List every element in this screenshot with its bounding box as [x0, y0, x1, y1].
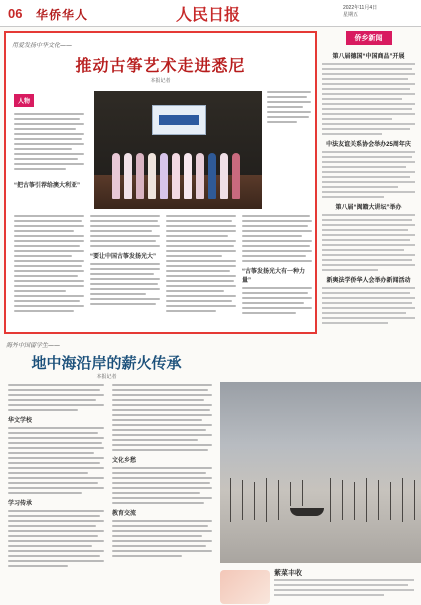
newspaper-logo: 人民日报 [176, 5, 241, 24]
performer-figure [196, 153, 204, 199]
farm-pole [302, 480, 303, 506]
feature-sidebar [14, 88, 87, 208]
feature-badge: 人物 [14, 94, 34, 107]
lower-article [4, 338, 421, 605]
blossom-illustration [220, 570, 270, 604]
lower-column-2 [112, 384, 212, 598]
performer-figure [148, 153, 156, 199]
feature-subhead-2: “要让中国古筝发扬光大” [90, 254, 157, 260]
brief-body-2 [322, 151, 415, 198]
farm-pole [354, 482, 355, 520]
feature-column-2 [90, 215, 160, 327]
issue-date: 2022年11月4日 [343, 5, 378, 11]
farm-pole [378, 480, 379, 520]
performer-figure [112, 153, 120, 199]
performer-figure [232, 153, 240, 199]
brief-title-3: 第八届“闽籍大讲坛”举办 [335, 205, 402, 211]
brief-body-4 [322, 287, 415, 324]
farm-pole [402, 478, 403, 522]
performance-photo [94, 91, 262, 209]
brief-body-1 [322, 63, 415, 135]
feature-body [14, 215, 311, 327]
feature-byline: 本报记者 [150, 78, 171, 84]
brief-badge: 侨乡新闻 [346, 31, 392, 45]
feature-column-4 [242, 215, 312, 327]
lower-byline: 本报记者 [96, 374, 117, 380]
news-brief-column [322, 31, 415, 376]
feature-article [4, 31, 317, 334]
feature-column-1 [14, 215, 84, 327]
brief-title-4: 新奥法学侨华人会举办新闻活动 [326, 278, 411, 284]
farm-pole [290, 482, 291, 506]
lower-subhead-2: 学习传承 [8, 501, 33, 507]
seaweed-farm-photo [220, 382, 421, 563]
page-number: 06 [8, 6, 23, 21]
performer-figure [124, 153, 132, 199]
issue-weekday: 星期五 [343, 12, 359, 18]
feature-subhead-1: “把古筝引荐给澳大利亚” [14, 183, 81, 189]
farm-pole [330, 478, 331, 522]
performer-figure [208, 153, 216, 199]
photo-caption [267, 91, 311, 126]
photo-caption-title: 紫菜丰收 [274, 568, 302, 577]
performer-figure [136, 153, 144, 199]
lower-subhead-1: 华文学校 [8, 418, 33, 424]
brief-title-2: 中法友谊关系协会举办25周年庆 [326, 142, 411, 148]
farm-pole [242, 480, 243, 520]
feature-kicker: 用爱发扬中华文化—— [12, 42, 73, 49]
performer-figure [220, 153, 228, 199]
feature-title: 推动古筝艺术走进悉尼 [75, 56, 246, 75]
lower-title: 地中海沿岸的薪火传承 [31, 354, 182, 372]
feature-column-3 [166, 215, 236, 327]
lower-kicker: 海外中国留学生—— [6, 342, 61, 349]
lower-subhead-3: 文化乡愁 [112, 458, 137, 464]
farm-pole [366, 478, 367, 522]
photo-caption-text [274, 579, 414, 599]
farm-pole [266, 478, 267, 522]
performer-figure [160, 153, 168, 199]
farm-pole [342, 480, 343, 520]
brief-title-1: 第八届德国“中国商品”开展 [332, 54, 405, 60]
sidebar-text [14, 113, 87, 170]
feature-subhead-3: “古筝发扬光大有一种力量” [242, 269, 306, 284]
performer-figure [172, 153, 180, 199]
fishing-boat [290, 508, 324, 516]
performer-figure [184, 153, 192, 199]
section-name: 华侨华人 [36, 8, 89, 22]
farm-pole [390, 482, 391, 520]
brief-body-3 [322, 214, 415, 271]
stage-banner [152, 105, 206, 135]
farm-pole [414, 480, 415, 520]
lower-subhead-4: 教育交流 [112, 511, 137, 517]
lower-column-1 [8, 384, 104, 598]
farm-pole [254, 482, 255, 520]
farm-pole [230, 478, 231, 522]
farm-pole [278, 480, 279, 520]
photo-caption-block [220, 568, 421, 605]
issue-meta [343, 5, 403, 19]
page-header [0, 0, 421, 27]
